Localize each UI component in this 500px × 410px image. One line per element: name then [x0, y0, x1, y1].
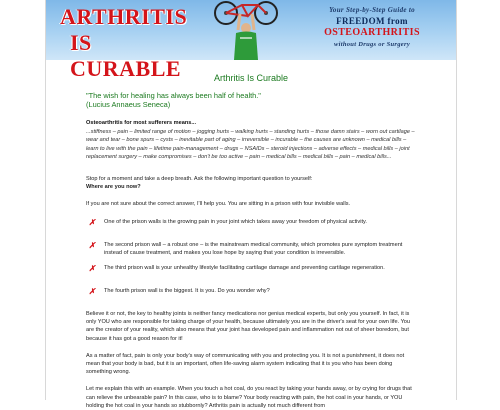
list-item	[86, 287, 416, 303]
fact-paragraph: As a matter of fact, pain is only your body's way of communicating with you and protecting you. It is not a punishment, it does not mean that your body is bad, but it is an important, often life-saving alarm system indicating that it is you who has been doing something wrong.	[86, 352, 405, 376]
tagline-3: OSTEOARTHRITIS	[324, 27, 420, 38]
quote-author: (Lucius Annaeus Seneca)	[86, 99, 171, 109]
tagline-4: without Drugs or Surgery	[333, 41, 410, 48]
intro-text: ...stiffness – pain – limited range of motion – jogging hurts – walking hurts – standing hurts – those damn stairs – worn out cartilage – wear and tear – bone spurs – cysts – inevitable part of aging – irreversible – incurable – the causes are unknown – medical bills – learn to live with the pain – lifetime pain-management – drugs – NSAIDs – steroid injections – adverse effects – medical bills – joint replacement surgery – make compromises – don't be too active – pain – medical bills – medical bills – pain – medical bills...	[86, 129, 415, 160]
stop-text: Stop for a moment and take a deep breath. Ask the following important question to yourself:	[86, 176, 313, 183]
list-item	[86, 218, 416, 234]
wall-text: One of the prison walls is the growing pain in your joint which takes away your freedom of physical activity.	[104, 218, 367, 225]
stop-paragraph	[86, 175, 416, 191]
page-container	[46, 0, 456, 409]
believe-paragraph: Believe it or not, the key to healthy joints is neither fancy medications nor genius medical experts, but only you yourself. In fact, it is only YOU who are responsible for taking charge of your health, because ultimately you are in the driver's seat for your own life. You are the creator of your reality, which also means that your joint has developed pain and inflammation not out of sheer boredom, but because it has got a good reason for it!	[86, 311, 411, 342]
red-x-icon: ✗	[88, 217, 96, 227]
cyclist-image	[204, 0, 288, 60]
red-x-icon: ✗	[88, 287, 96, 297]
header-banner	[46, 0, 456, 81]
tagline-2: FREEDOM from	[336, 16, 408, 26]
intro-label: Osteoarthritis for most sufferers means...	[86, 120, 197, 127]
prison-walls-list	[86, 218, 416, 303]
wall-text: The third prison wall is your unhealthy lifestyle facilitating cartilage damage and preventing cartilage regeneration.	[104, 265, 385, 272]
quote-text: "The wish for healing has always been half of health."	[86, 91, 261, 101]
brand-line-1: ARTHRITIS	[60, 4, 188, 29]
list-item	[86, 241, 416, 257]
red-x-icon: ✗	[88, 240, 96, 250]
brand-line-2: IS CURABLE	[70, 30, 182, 81]
tagline-1: Your Step-by-Step Guide to	[329, 6, 415, 14]
wall-text: The second prison wall – a robust one – is the mainstream medical community, which promotes pure symptom treatment instead of cause treatment, and makes you lose hope by saying that your condition is irreversible.	[104, 241, 403, 256]
wall-text: The fourth prison wall is the biggest. It is you. Do you wonder why?	[104, 288, 270, 295]
tagline-block	[292, 2, 452, 58]
list-item	[86, 264, 416, 280]
red-x-icon: ✗	[88, 264, 96, 274]
brand-logo[interactable]	[46, 0, 196, 81]
page-title: Arthritis Is Curable	[213, 73, 289, 83]
main-content	[46, 74, 456, 410]
where-question: Where are you now?	[86, 184, 141, 191]
quote-block	[86, 92, 416, 109]
prison-intro: If you are not sure about the correct answer, I'll help you. You are sitting in a prison with four invisible walls.	[86, 201, 351, 208]
explain-paragraph: Let me explain this with an example. When you touch a hot coal, do you react by taking your hands away, or by crying for drugs that can relieve the unbearable pain? In this case, who is to blame? Your body reacting with pain, the hot coal in your hands, or YOU holding the hot coal in your hands so stubbornly? Arthritis pain is actually not much different from	[86, 386, 412, 409]
